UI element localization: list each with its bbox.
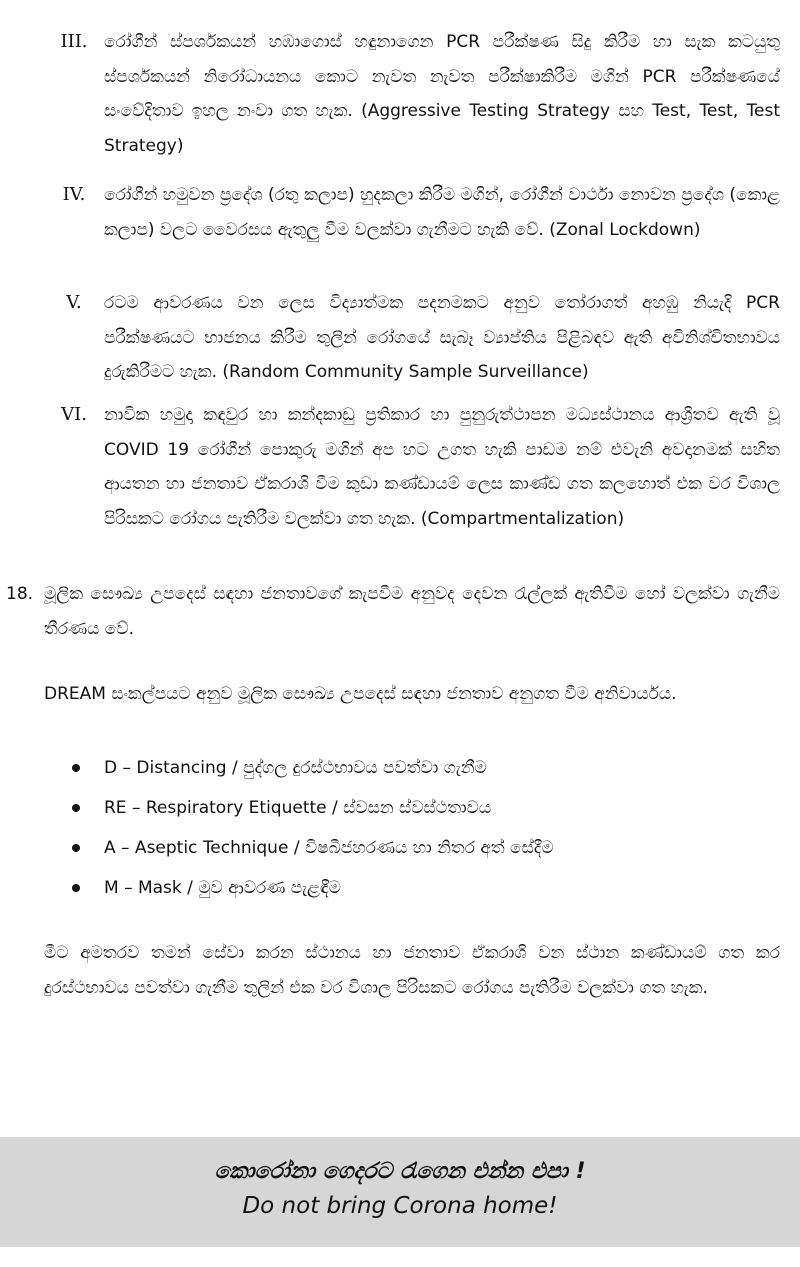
roman-numeral: III. bbox=[60, 31, 88, 52]
dream-intro: DREAM සංකල්පයට අනුව මූලික සෞඛ්‍ය උපදෙස් සඳහා ජනතාව අනුගත වීම අනිවාර්යය. bbox=[44, 684, 677, 704]
point-18-text: මූලික සෞඛ්‍ය උපදෙස් සඳහා ජනතාවගේ කැපවීම අනුවද දෙවන රැල්ලක් ඇතිවීම හෝ වලක්වා ගැනීම තීරණය වේ. bbox=[44, 584, 780, 639]
bullet-text: RE – Respiratory Etiquette / ස්වසන ස්වස්ථතාවය bbox=[104, 798, 492, 818]
roman-numeral: V. bbox=[66, 292, 82, 313]
point-number: 18. bbox=[6, 584, 34, 604]
list-item-iv bbox=[44, 178, 780, 247]
roman-numeral: IV. bbox=[62, 184, 86, 205]
bullet-item bbox=[72, 788, 554, 828]
bullet-item bbox=[72, 828, 554, 868]
bullet-icon bbox=[72, 804, 80, 812]
bullet-item bbox=[72, 868, 554, 908]
bullet-text: D – Distancing / පුද්ගල දුරස්ථභාවය පවත්වා ගැනීම bbox=[104, 758, 487, 778]
bullet-text: M – Mask / මුව ආවරණ පැළඳීම bbox=[104, 878, 341, 898]
list-item-iii bbox=[44, 25, 780, 163]
bullet-text: A – Aseptic Technique / විෂබීජහරණය හා නිතර අත් සේදීම bbox=[104, 838, 554, 858]
list-item-vi bbox=[44, 398, 780, 536]
bullet-item bbox=[72, 748, 554, 788]
footer-banner bbox=[0, 1137, 800, 1247]
item-text: නාවික හමුදා කඳවුර හා කන්දකාඩු ප්‍රතිකාර හා පුනුරුත්ථාපන මධ්‍යස්ථානය ආශ්‍රිතව ඇති වූ COVID 19 රෝගීන් පොකුරු මගින් අප හට උගත හැකි පාඩම නම් එවැනි අවදානමක් සහිත ආයතන හා ජනතාව ඒකරාශි වීම කුඩා කණ්ඩායම් ලෙස කාණ්ඩ ගත කලහොත් එක වර විශාල පිරිසකට රෝගය පැතිරීම වලක්වා ගත හැක. (Compartmentalization) bbox=[104, 405, 780, 529]
footer-slogan-english: Do not bring Corona home! bbox=[242, 1193, 558, 1219]
list-item-v bbox=[44, 286, 780, 390]
item-text: රෝගීන් ස්පර්ශකයන් හඹාගොස් හඳුනාගෙන PCR පරීක්ෂණ සිදු කිරීම හා සැක කටයුතු ස්පර්ශකයන් නිරෝධායනය කොට නැවත නැවත පරීක්ෂාකිරීම මගින් PCR පරීක්ෂණයේ සංවේදිතාව ඉහල නංවා ගත හැක. (Aggressive Testing Strategy සහ Test, Test, Test Strategy) bbox=[104, 32, 780, 156]
bullet-icon bbox=[72, 884, 80, 892]
dream-bullet-list bbox=[72, 748, 554, 908]
item-text: රෝගීන් හමුවන ප්‍රදේශ (රතු කලාප) හුදකලා කිරීම මගින්, රෝගීන් වාර්ථා නොවන ප්‍රදේශ (කොළ කලාප) වලට වෛරසය ඇතුලු වීම වලක්වා ගැනීමට හැකි වේ. (Zonal Lockdown) bbox=[104, 185, 780, 240]
closing-paragraph: මීට අමතරව තමන් සේවා කරන ස්ථානය හා ජනතාව ඒකරාශි වන ස්ථාන කණ්ඩායම් ගත කර දුරස්ථභාවය පවත්වා ගැනීම තුලින් එක වර විශාල පිරිසකට රෝගය පැතිරීම වලක්වා ගත හැක. bbox=[44, 943, 780, 998]
item-text: රටම ආවරණය වන ලෙස විද්‍යාත්මක පදනමකට අනුව තෝරාගත් අහඹු නියැදි PCR පරීක්ෂණයට භාජනය කිරීම තුලින් රෝගයේ සැබෑ ව්‍යාප්තිය පිළිබඳව ඇති අවිනිශ්චිතභාවය දුරුකිරීමට හැක. (Random Community Sample Surveillance) bbox=[104, 293, 780, 382]
footer-slogan-sinhala: කොරෝනා ගෙදරට රැගෙන එන්න එපා ! bbox=[214, 1159, 586, 1184]
roman-numeral: VI. bbox=[61, 404, 87, 425]
bullet-icon bbox=[72, 844, 80, 852]
bullet-icon bbox=[72, 764, 80, 772]
